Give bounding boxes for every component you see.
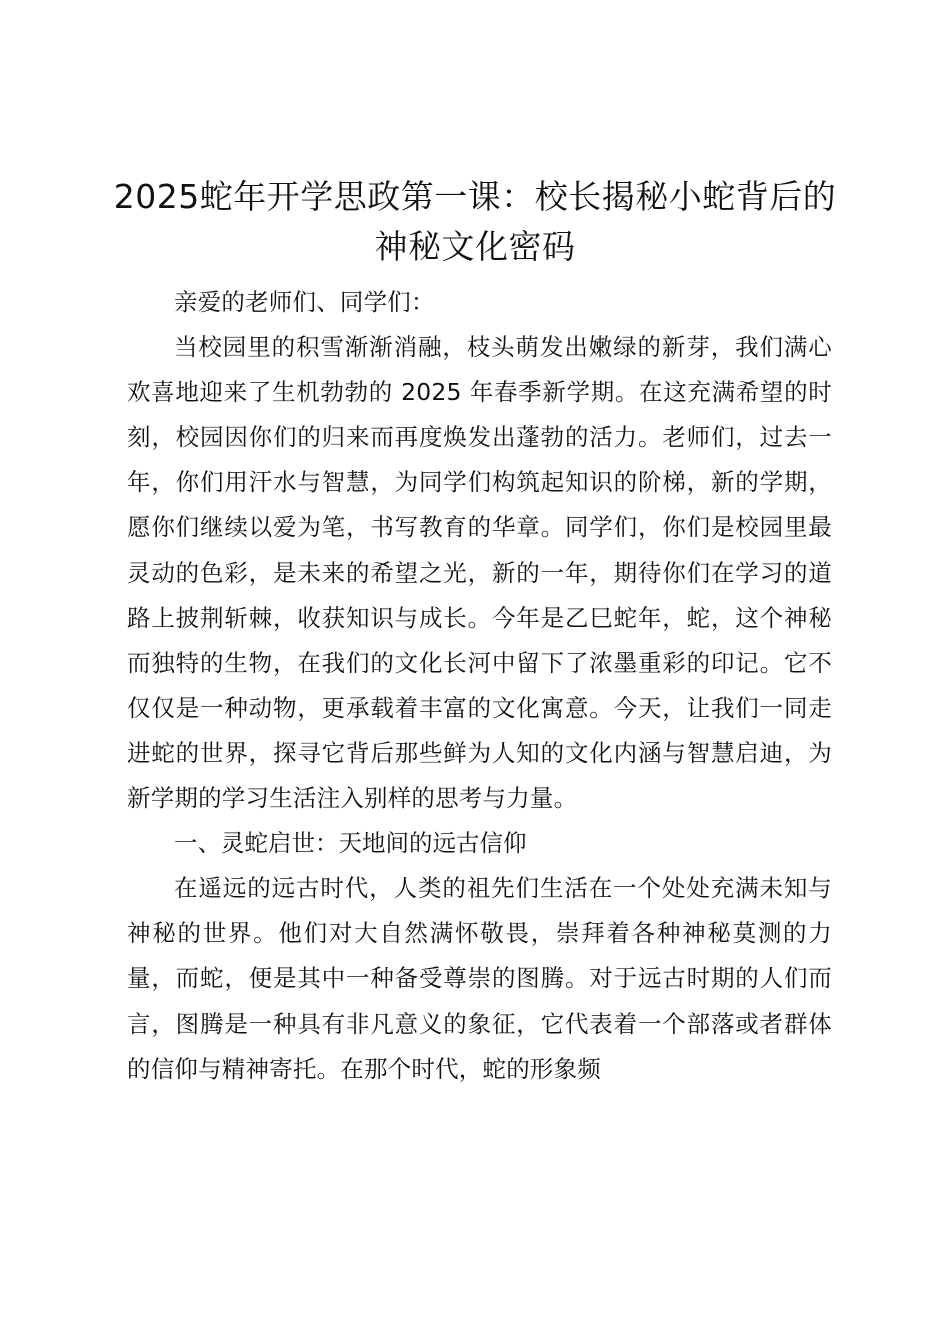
greeting: 亲爱的老师们、同学们： [174, 288, 435, 316]
document-title: 2025蛇年开学思政第一课：校长揭秘小蛇背后的神秘文化密码 [113, 177, 837, 266]
section-heading-1: 一、灵蛇启世：天地间的远古信仰 [174, 829, 527, 858]
intro-paragraph: 当校园里的积雪渐渐消融，枝头萌发出嫩绿的新芽，我们满心欢喜地迎来了生机勃勃的 2025 年春季新学期。在这充满希望的时刻，校园因你们的归来而再度焕发出蓬勃的活力。老师们，过去一年，你们用汗水与智慧，为同学们构筑起知识的阶梯，新的学期，愿你们继续以爱为笔，书写教育的华章。同学们，你们是校园里最灵动的色彩，是未来的希望之光，新的一年，期待你们在学习的道路上披荆斩棘，收获知识与成长。今年是乙巳蛇年，蛇，这个神秘而独特的生物，在我们的文化长河中留下了浓墨重彩的印记。它不仅仅是一种动物，更承载着丰富的文化寓意。今天，让我们一同走进蛇的世界，探寻它背后那些鲜为人知的文化内涵与智慧启迪，为新学期的学习生活注入别样的思考与力量。 [127, 333, 832, 813]
section-paragraph-1: 在遥远的远古时代，人类的祖先们生活在一个处处充满未知与神秘的世界。他们对大自然满怀敬畏，崇拜着各种神秘莫测的力量，而蛇，便是其中一种备受尊崇的图腾。对于远古时期的人们而言，图腾是一种具有非凡意义的象征，它代表着一个部落或者群体的信仰与精神寄托。在那个时代，蛇的形象频 [127, 874, 832, 1083]
document-body [127, 280, 832, 1092]
